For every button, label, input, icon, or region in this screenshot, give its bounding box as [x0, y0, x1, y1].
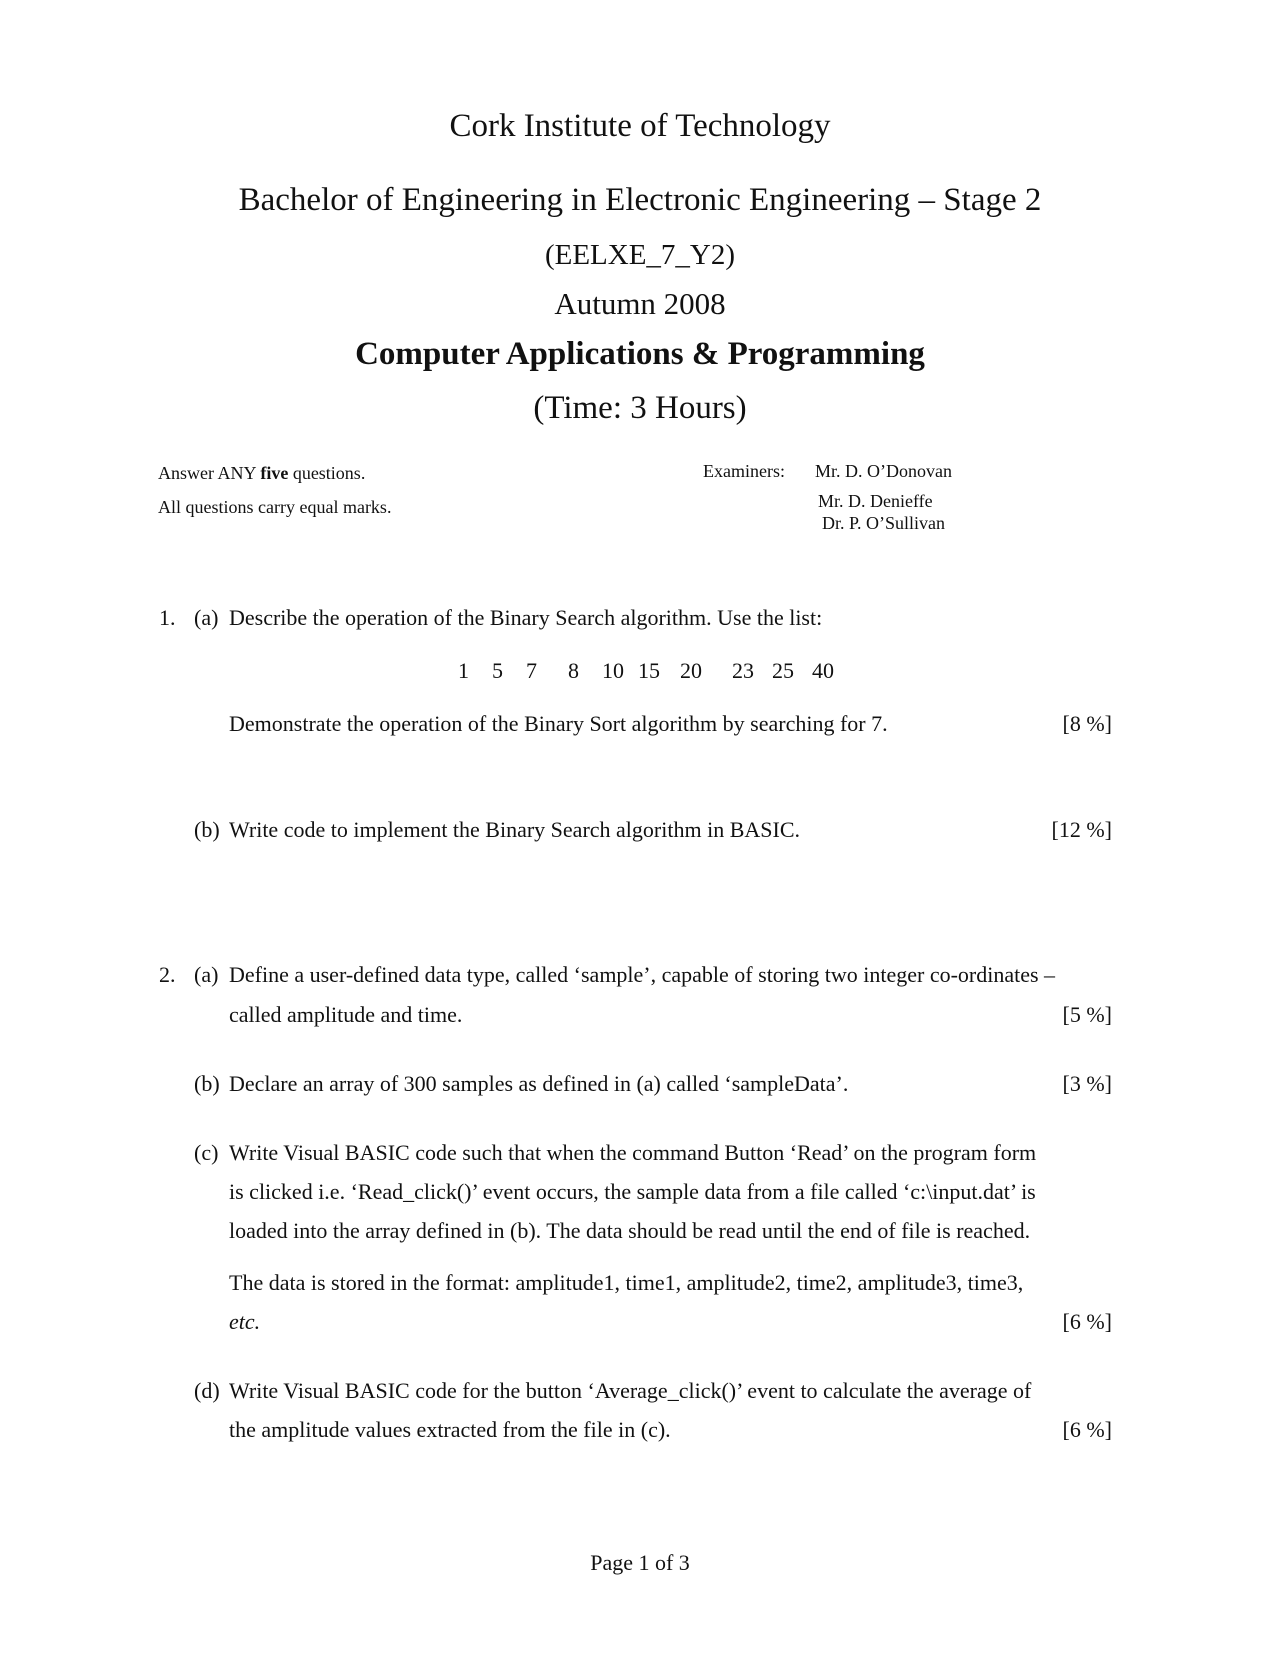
q2-b-text: Declare an array of 300 samples as defined in (a) called ‘sampleData’. [229, 1071, 849, 1096]
q2-a-line2: called amplitude and time. [229, 1002, 463, 1027]
list-item: 23 [732, 658, 754, 683]
q1-b-label: (b) [194, 817, 220, 842]
programme-title: Bachelor of Engineering in Electronic Engineering – Stage 2 [238, 182, 1042, 218]
q1-a-text: Describe the operation of the Binary Search algorithm. Use the list: [229, 605, 823, 630]
binary-search-list [458, 658, 846, 684]
q2-c-line4: The data is stored in the format: amplitude1, time1, amplitude2, time2, amplitude3, time3, [229, 1270, 1024, 1295]
list-item: 7 [526, 658, 537, 683]
q2-c-line3: loaded into the array defined in (b). The data should be read until the end of file is reached. [229, 1218, 1031, 1243]
q2-c-line2: is clicked i.e. ‘Read_click()’ event occurs, the sample data from a file called ‘c:\input.dat’ is [229, 1179, 1036, 1204]
programme-code: (EELXE_7_Y2) [544, 239, 736, 271]
examiner-1: Mr. D. O’Donovan [815, 461, 952, 481]
q1-b-text: Write code to implement the Binary Search algorithm in BASIC. [229, 817, 800, 842]
q2-d-mark: [6 %] [1062, 1417, 1112, 1442]
instruction-answer-count: five [260, 463, 289, 483]
q2-a-line1: Define a user-defined data type, called ‘sample’, capable of storing two integer co-ordinates – [229, 962, 1056, 987]
exam-session: Autumn 2008 [554, 286, 726, 321]
q2-b-mark: [3 %] [1062, 1071, 1112, 1096]
exam-duration: (Time: 3 Hours) [533, 390, 747, 426]
q1-a-mark: [8 %] [1062, 711, 1112, 736]
q2-c-mark: [6 %] [1062, 1309, 1112, 1334]
institute-title: Cork Institute of Technology [449, 108, 831, 144]
q2-a-label: (a) [194, 962, 219, 987]
q1-b-mark: [12 %] [1051, 817, 1112, 842]
list-item: 15 [638, 658, 660, 683]
q2-c-line5: etc. [229, 1309, 261, 1334]
list-item: 25 [772, 658, 794, 683]
instruction-answer-post: questions. [288, 463, 366, 483]
q1-number: 1. [159, 605, 176, 630]
q2-b-label: (b) [194, 1071, 220, 1096]
list-item: 20 [680, 658, 702, 683]
list-item: 8 [568, 658, 579, 683]
q2-d-line1: Write Visual BASIC code for the button ‘Average_click()’ event to calculate the average of [229, 1378, 1032, 1403]
instruction-marks: All questions carry equal marks. [158, 497, 392, 517]
examiners-label: Examiners: [703, 461, 785, 481]
q2-number: 2. [159, 962, 176, 987]
list-item: 5 [492, 658, 503, 683]
q2-c-line1: Write Visual BASIC code such that when the command Button ‘Read’ on the program form [229, 1140, 1037, 1165]
examiner-2: Mr. D. Denieffe [818, 491, 933, 511]
q1-a-label: (a) [194, 605, 219, 630]
list-item: 1 [458, 658, 469, 683]
q2-d-label: (d) [194, 1378, 220, 1403]
examiner-3: Dr. P. O’Sullivan [822, 513, 946, 533]
instruction-answer-pre: Answer ANY [158, 463, 261, 483]
q2-a-mark: [5 %] [1062, 1002, 1112, 1027]
list-item: 40 [812, 658, 834, 683]
q1-a-text2: Demonstrate the operation of the Binary Sort algorithm by searching for 7. [229, 711, 888, 736]
q2-d-line2: the amplitude values extracted from the file in (c). [229, 1417, 671, 1442]
page-number: Page 1 of 3 [590, 1550, 690, 1575]
subject-title: Computer Applications & Programming [355, 336, 925, 372]
q2-c-label: (c) [194, 1140, 219, 1165]
instruction-answer [158, 463, 365, 484]
list-item: 10 [602, 658, 624, 683]
